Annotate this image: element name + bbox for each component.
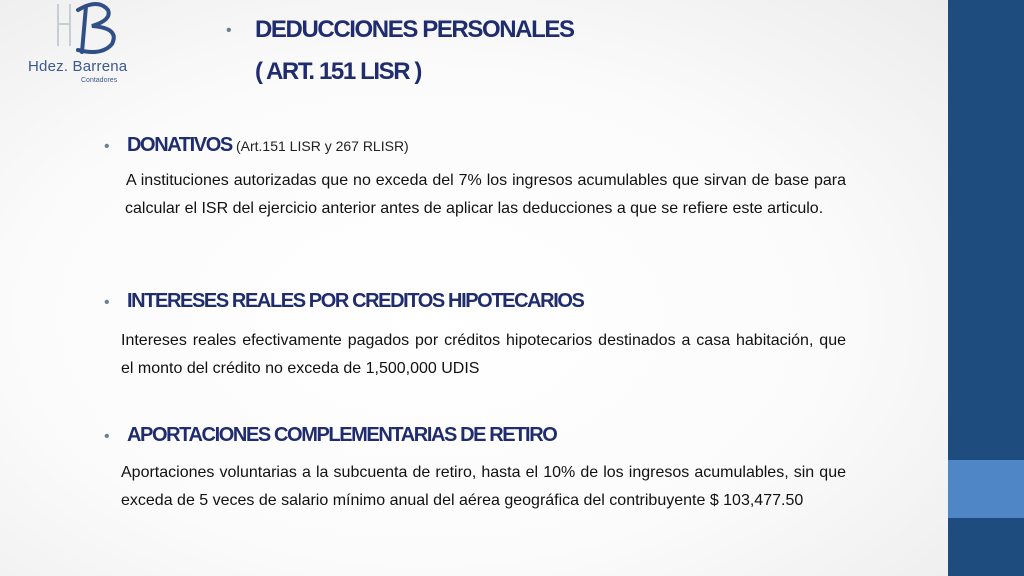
section-bullet: • — [104, 294, 110, 311]
section-bullet: • — [104, 428, 110, 445]
sidebar-bottom-band — [948, 518, 1024, 576]
company-logo — [28, 0, 138, 92]
page-title: DEDUCCIONES PERSONALES — [255, 16, 574, 43]
section-body-aportaciones: Aportaciones voluntarias a la subcuenta de retiro, hasta el 10% de los ingresos acumulables, sin que exceda de 5 veces de salario mínimo anual del aérea geográfica del contribuyente $ 103,477.50 — [121, 464, 846, 509]
section-heading-intereses: INTERESES REALES POR CREDITOS HIPOTECARIOS — [127, 290, 584, 312]
section-heading-text: DONATIVOS — [127, 134, 232, 156]
title-bullet: • — [226, 22, 232, 39]
logo-subtitle: Contadores — [81, 77, 118, 84]
section-heading-aportaciones: APORTACIONES COMPLEMENTARIAS DE RETIRO — [127, 424, 557, 446]
section-heading-donativos — [127, 134, 409, 157]
section-heading-note: (Art.151 LISR y 267 RLISR) — [235, 138, 409, 154]
logo-company-name: Hdez. Barrena — [28, 58, 128, 75]
section-bullet: • — [104, 138, 110, 155]
section-body-donativos: A instituciones autorizadas que no exceda del 7% los ingresos acumulables que sirvan de base para calcular el ISR del ejercicio anterior antes de aplicar las deducciones a que se refiere este articulo. — [125, 172, 846, 217]
logo-monogram-icon — [28, 0, 138, 60]
page-title-subline: ( ART. 151 LISR ) — [255, 58, 422, 85]
section-body-intereses: Intereses reales efectivamente pagados por créditos hipotecarios destinados a casa habitación, que el monto del crédito no exceda de 1,500,000 UDIS — [121, 332, 846, 377]
sidebar-accent-band — [948, 460, 1024, 518]
sidebar-dark-band — [948, 0, 1024, 460]
